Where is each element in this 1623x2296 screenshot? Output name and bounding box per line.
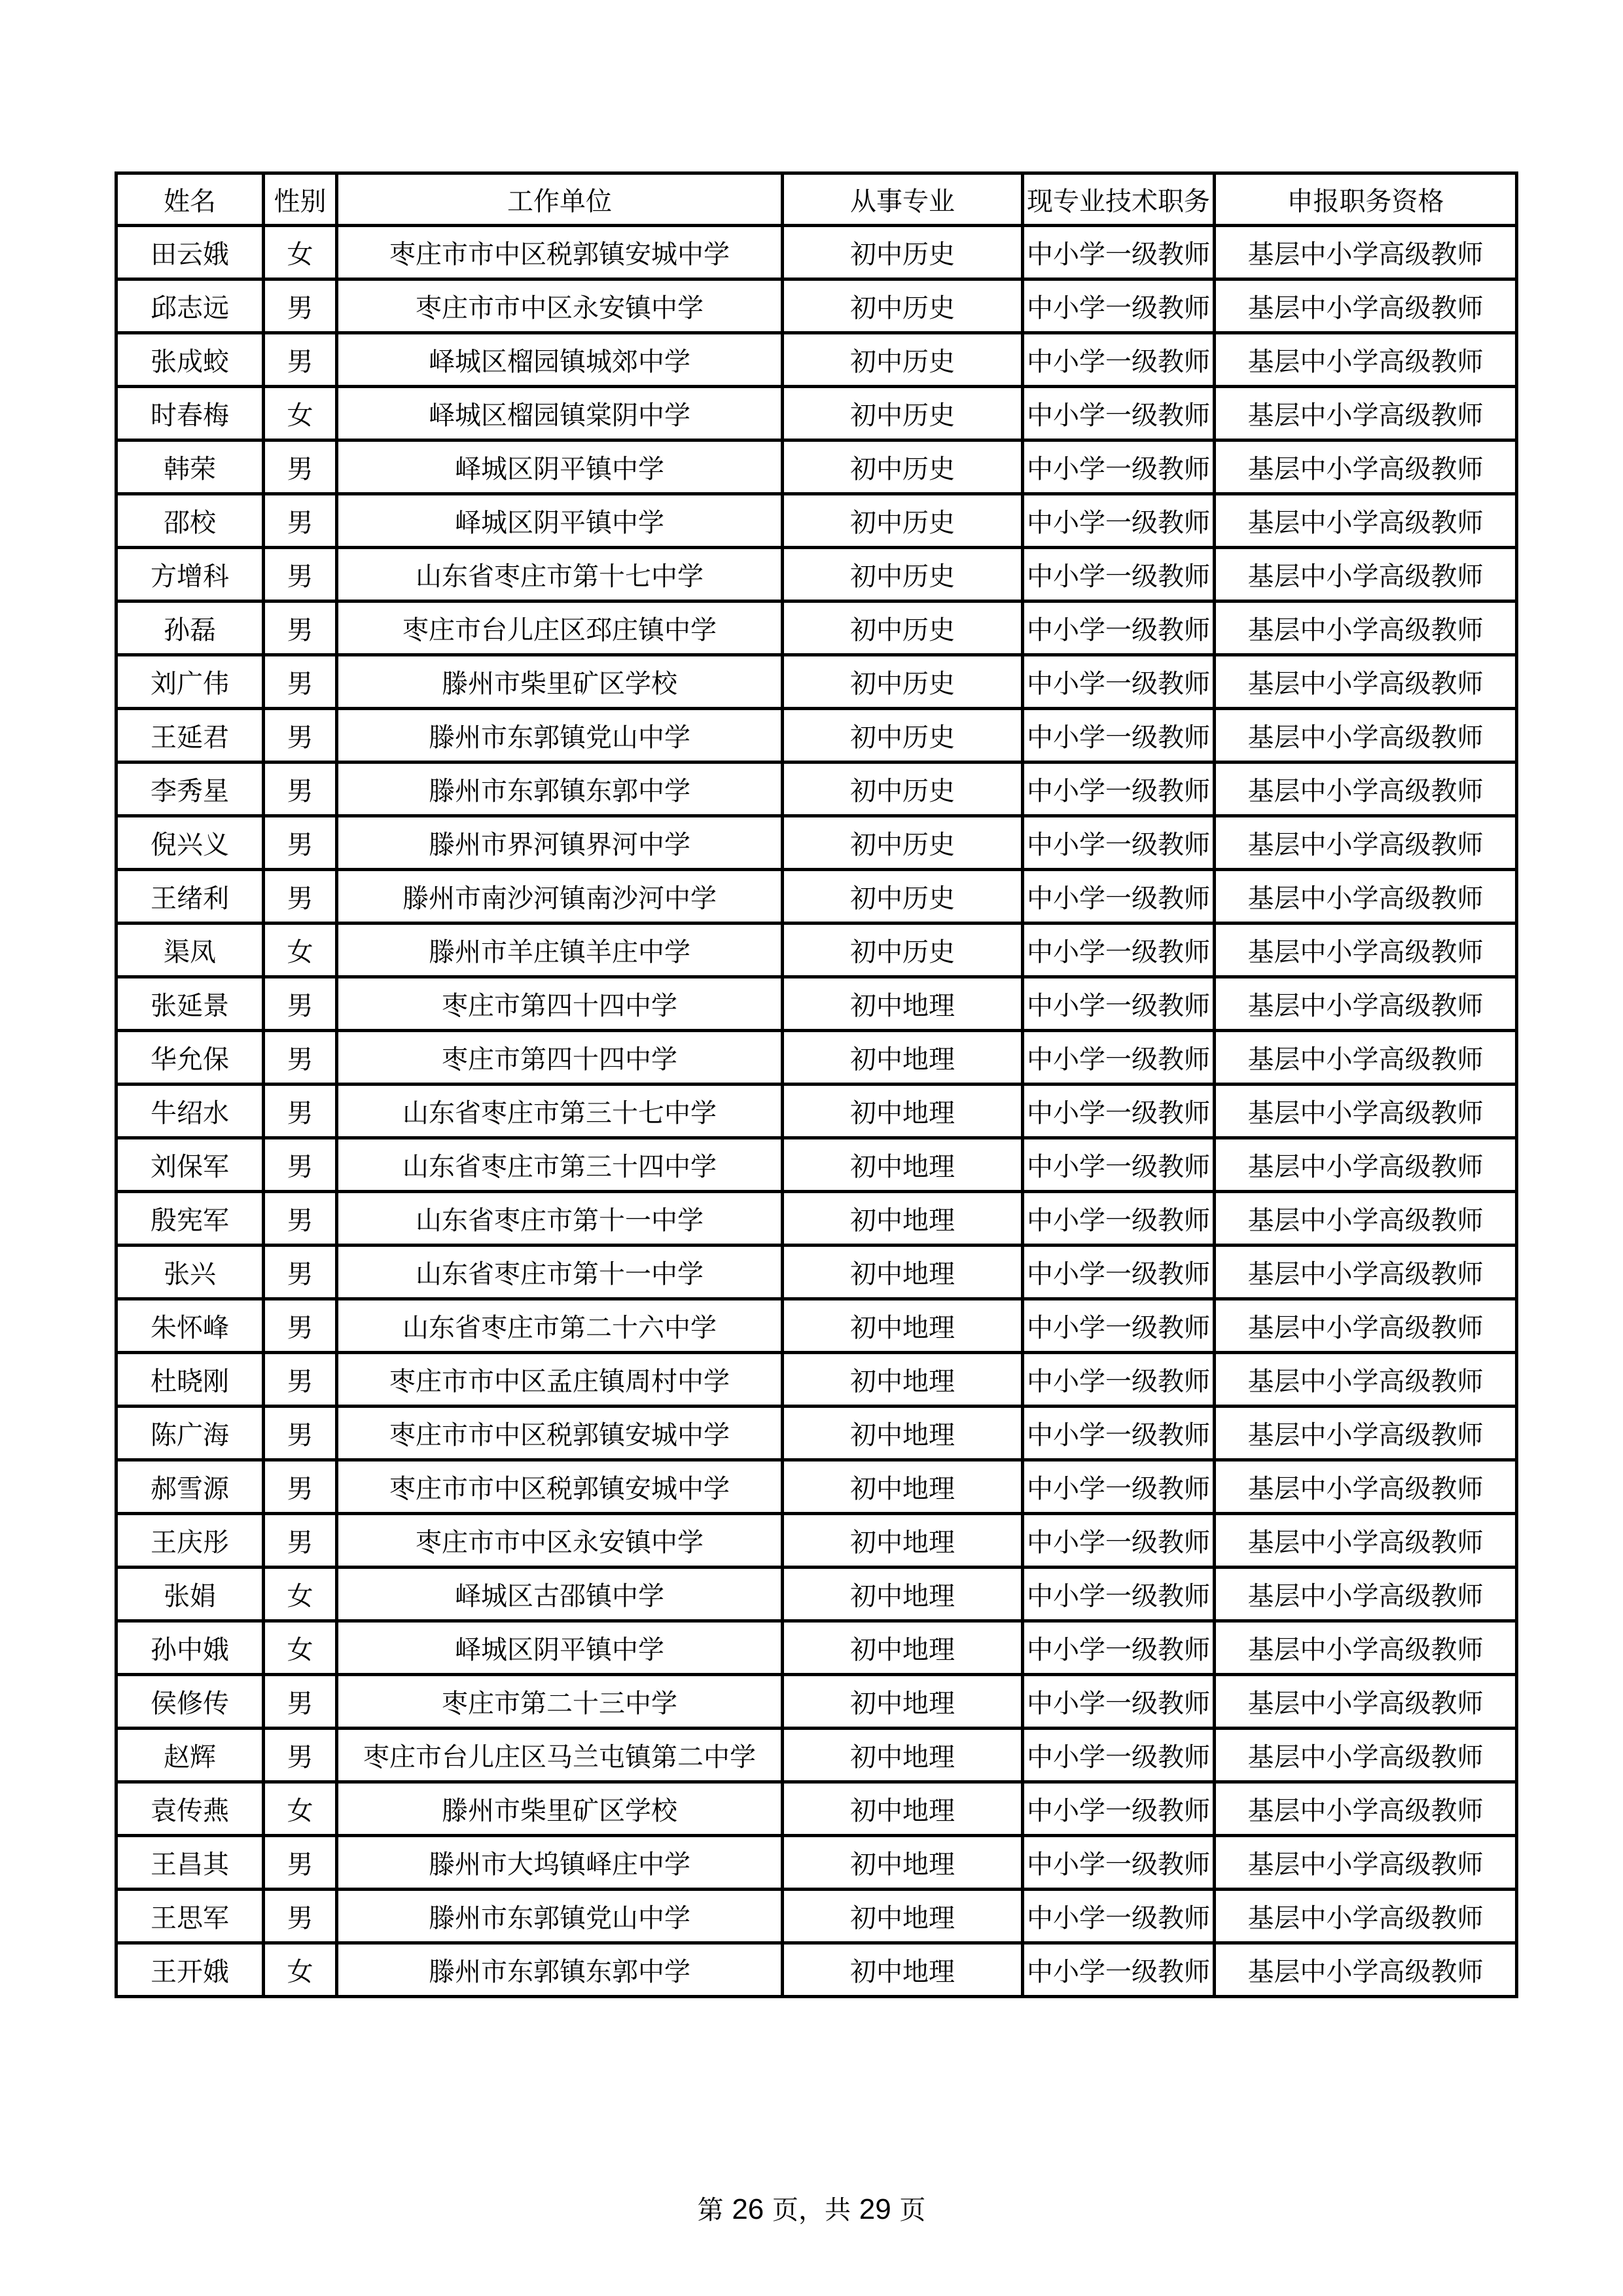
cell-applied-qualification: 基层中小学高级教师 xyxy=(1215,1031,1517,1085)
table-row xyxy=(116,226,1517,279)
cell-gender: 男 xyxy=(264,1836,337,1890)
cell-current-title: 中小学一级教师 xyxy=(1023,762,1215,816)
cell-applied-qualification: 基层中小学高级教师 xyxy=(1215,1675,1517,1729)
cell-gender: 男 xyxy=(264,1138,337,1192)
cell-work-unit: 山东省枣庄市第三十四中学 xyxy=(337,1138,783,1192)
cell-applied-qualification: 基层中小学高级教师 xyxy=(1215,870,1517,924)
applicant-table xyxy=(115,171,1518,1998)
cell-gender: 男 xyxy=(264,601,337,655)
cell-applied-qualification: 基层中小学高级教师 xyxy=(1215,548,1517,601)
table-row xyxy=(116,1085,1517,1138)
cell-applied-qualification: 基层中小学高级教师 xyxy=(1215,1943,1517,1997)
cell-major: 初中历史 xyxy=(783,816,1023,870)
header-name: 姓名 xyxy=(116,173,264,226)
table-row xyxy=(116,1407,1517,1460)
cell-applied-qualification: 基层中小学高级教师 xyxy=(1215,924,1517,977)
current-page-number: 26 xyxy=(732,2193,764,2225)
cell-current-title: 中小学一级教师 xyxy=(1023,816,1215,870)
cell-name: 张延景 xyxy=(116,977,264,1031)
cell-name: 王绪利 xyxy=(116,870,264,924)
cell-applied-qualification: 基层中小学高级教师 xyxy=(1215,1514,1517,1568)
cell-name: 王昌其 xyxy=(116,1836,264,1890)
table-row xyxy=(116,1031,1517,1085)
cell-gender: 男 xyxy=(264,655,337,709)
table-row xyxy=(116,333,1517,387)
cell-applied-qualification: 基层中小学高级教师 xyxy=(1215,1353,1517,1407)
cell-current-title: 中小学一级教师 xyxy=(1023,1299,1215,1353)
cell-name: 张成蛟 xyxy=(116,333,264,387)
cell-applied-qualification: 基层中小学高级教师 xyxy=(1215,1836,1517,1890)
cell-applied-qualification: 基层中小学高级教师 xyxy=(1215,816,1517,870)
cell-current-title: 中小学一级教师 xyxy=(1023,1192,1215,1246)
cell-gender: 男 xyxy=(264,870,337,924)
cell-name: 牛绍水 xyxy=(116,1085,264,1138)
cell-gender: 女 xyxy=(264,1782,337,1836)
cell-applied-qualification: 基层中小学高级教师 xyxy=(1215,601,1517,655)
cell-major: 初中历史 xyxy=(783,709,1023,762)
cell-applied-qualification: 基层中小学高级教师 xyxy=(1215,762,1517,816)
cell-work-unit: 滕州市南沙河镇南沙河中学 xyxy=(337,870,783,924)
cell-applied-qualification: 基层中小学高级教师 xyxy=(1215,1085,1517,1138)
cell-name: 孙磊 xyxy=(116,601,264,655)
cell-gender: 男 xyxy=(264,1407,337,1460)
cell-current-title: 中小学一级教师 xyxy=(1023,333,1215,387)
cell-applied-qualification: 基层中小学高级教师 xyxy=(1215,1729,1517,1782)
cell-major: 初中地理 xyxy=(783,1031,1023,1085)
cell-current-title: 中小学一级教师 xyxy=(1023,1460,1215,1514)
table-row xyxy=(116,1943,1517,1997)
cell-gender: 男 xyxy=(264,1192,337,1246)
cell-current-title: 中小学一级教师 xyxy=(1023,709,1215,762)
cell-work-unit: 枣庄市市中区税郭镇安城中学 xyxy=(337,1460,783,1514)
cell-major: 初中地理 xyxy=(783,1460,1023,1514)
cell-gender: 男 xyxy=(264,1890,337,1943)
cell-current-title: 中小学一级教师 xyxy=(1023,924,1215,977)
cell-gender: 女 xyxy=(264,226,337,279)
cell-major: 初中历史 xyxy=(783,924,1023,977)
cell-current-title: 中小学一级教师 xyxy=(1023,1407,1215,1460)
table-row xyxy=(116,870,1517,924)
cell-work-unit: 山东省枣庄市第三十七中学 xyxy=(337,1085,783,1138)
cell-gender: 男 xyxy=(264,1031,337,1085)
cell-applied-qualification: 基层中小学高级教师 xyxy=(1215,494,1517,548)
cell-applied-qualification: 基层中小学高级教师 xyxy=(1215,226,1517,279)
cell-major: 初中历史 xyxy=(783,279,1023,333)
cell-current-title: 中小学一级教师 xyxy=(1023,870,1215,924)
cell-gender: 男 xyxy=(264,1460,337,1514)
table-row xyxy=(116,1246,1517,1299)
cell-major: 初中历史 xyxy=(783,601,1023,655)
cell-name: 王延君 xyxy=(116,709,264,762)
cell-current-title: 中小学一级教师 xyxy=(1023,1138,1215,1192)
cell-work-unit: 枣庄市市中区孟庄镇周村中学 xyxy=(337,1353,783,1407)
cell-name: 孙中娥 xyxy=(116,1621,264,1675)
cell-name: 刘广伟 xyxy=(116,655,264,709)
cell-gender: 男 xyxy=(264,333,337,387)
table-row xyxy=(116,655,1517,709)
cell-work-unit: 山东省枣庄市第十一中学 xyxy=(337,1246,783,1299)
cell-applied-qualification: 基层中小学高级教师 xyxy=(1215,655,1517,709)
cell-current-title: 中小学一级教师 xyxy=(1023,655,1215,709)
table-row xyxy=(116,494,1517,548)
table-row xyxy=(116,1353,1517,1407)
total-page-number: 29 xyxy=(859,2193,891,2225)
cell-applied-qualification: 基层中小学高级教师 xyxy=(1215,333,1517,387)
cell-applied-qualification: 基层中小学高级教师 xyxy=(1215,1621,1517,1675)
table-row xyxy=(116,709,1517,762)
cell-major: 初中地理 xyxy=(783,977,1023,1031)
cell-name: 王思军 xyxy=(116,1890,264,1943)
cell-name: 侯修传 xyxy=(116,1675,264,1729)
cell-major: 初中地理 xyxy=(783,1514,1023,1568)
cell-work-unit: 枣庄市第二十三中学 xyxy=(337,1675,783,1729)
cell-current-title: 中小学一级教师 xyxy=(1023,387,1215,440)
cell-gender: 男 xyxy=(264,1246,337,1299)
cell-gender: 女 xyxy=(264,924,337,977)
cell-applied-qualification: 基层中小学高级教师 xyxy=(1215,1192,1517,1246)
cell-major: 初中历史 xyxy=(783,655,1023,709)
table-row xyxy=(116,924,1517,977)
cell-work-unit: 滕州市大坞镇峄庄中学 xyxy=(337,1836,783,1890)
cell-name: 倪兴义 xyxy=(116,816,264,870)
header-gender: 性别 xyxy=(264,173,337,226)
cell-gender: 男 xyxy=(264,548,337,601)
cell-work-unit: 峄城区阴平镇中学 xyxy=(337,1621,783,1675)
cell-name: 韩荣 xyxy=(116,440,264,494)
table-row xyxy=(116,1460,1517,1514)
cell-name: 陈广海 xyxy=(116,1407,264,1460)
cell-work-unit: 枣庄市市中区税郭镇安城中学 xyxy=(337,226,783,279)
cell-major: 初中历史 xyxy=(783,226,1023,279)
table-row xyxy=(116,1675,1517,1729)
cell-work-unit: 滕州市东郭镇东郭中学 xyxy=(337,1943,783,1997)
cell-major: 初中地理 xyxy=(783,1782,1023,1836)
cell-applied-qualification: 基层中小学高级教师 xyxy=(1215,977,1517,1031)
cell-work-unit: 山东省枣庄市第二十六中学 xyxy=(337,1299,783,1353)
cell-gender: 女 xyxy=(264,1621,337,1675)
cell-applied-qualification: 基层中小学高级教师 xyxy=(1215,1460,1517,1514)
cell-gender: 男 xyxy=(264,494,337,548)
cell-work-unit: 枣庄市台儿庄区邳庄镇中学 xyxy=(337,601,783,655)
table-row xyxy=(116,1729,1517,1782)
header-major: 从事专业 xyxy=(783,173,1023,226)
cell-applied-qualification: 基层中小学高级教师 xyxy=(1215,387,1517,440)
table-row xyxy=(116,762,1517,816)
cell-applied-qualification: 基层中小学高级教师 xyxy=(1215,1568,1517,1621)
cell-name: 渠凤 xyxy=(116,924,264,977)
cell-applied-qualification: 基层中小学高级教师 xyxy=(1215,1299,1517,1353)
cell-major: 初中历史 xyxy=(783,387,1023,440)
cell-gender: 男 xyxy=(264,1299,337,1353)
table-header-row xyxy=(116,173,1517,226)
cell-name: 王开娥 xyxy=(116,1943,264,1997)
cell-current-title: 中小学一级教师 xyxy=(1023,548,1215,601)
cell-major: 初中地理 xyxy=(783,1085,1023,1138)
table-row xyxy=(116,548,1517,601)
cell-name: 方增科 xyxy=(116,548,264,601)
cell-major: 初中历史 xyxy=(783,548,1023,601)
cell-name: 邵校 xyxy=(116,494,264,548)
cell-current-title: 中小学一级教师 xyxy=(1023,1729,1215,1782)
table-row xyxy=(116,816,1517,870)
cell-current-title: 中小学一级教师 xyxy=(1023,977,1215,1031)
cell-work-unit: 滕州市柴里矿区学校 xyxy=(337,1782,783,1836)
table-body xyxy=(116,226,1517,1997)
cell-current-title: 中小学一级教师 xyxy=(1023,1890,1215,1943)
table-row xyxy=(116,1836,1517,1890)
table-row xyxy=(116,1299,1517,1353)
table-row xyxy=(116,601,1517,655)
cell-major: 初中地理 xyxy=(783,1675,1023,1729)
cell-name: 邱志远 xyxy=(116,279,264,333)
cell-gender: 男 xyxy=(264,977,337,1031)
cell-current-title: 中小学一级教师 xyxy=(1023,1353,1215,1407)
table-row xyxy=(116,387,1517,440)
cell-work-unit: 峄城区阴平镇中学 xyxy=(337,494,783,548)
cell-name: 华允保 xyxy=(116,1031,264,1085)
cell-work-unit: 滕州市羊庄镇羊庄中学 xyxy=(337,924,783,977)
page-number-footer xyxy=(0,2189,1623,2227)
cell-major: 初中地理 xyxy=(783,1890,1023,1943)
cell-major: 初中地理 xyxy=(783,1407,1023,1460)
cell-work-unit: 峄城区阴平镇中学 xyxy=(337,440,783,494)
cell-work-unit: 滕州市东郭镇党山中学 xyxy=(337,1890,783,1943)
cell-name: 田云娥 xyxy=(116,226,264,279)
footer-prefix: 第 xyxy=(697,2195,724,2225)
cell-current-title: 中小学一级教师 xyxy=(1023,1782,1215,1836)
cell-gender: 男 xyxy=(264,440,337,494)
cell-current-title: 中小学一级教师 xyxy=(1023,226,1215,279)
header-work-unit: 工作单位 xyxy=(337,173,783,226)
cell-work-unit: 山东省枣庄市第十七中学 xyxy=(337,548,783,601)
cell-name: 李秀星 xyxy=(116,762,264,816)
cell-name: 刘保军 xyxy=(116,1138,264,1192)
footer-mid: 页，共 xyxy=(772,2195,851,2225)
table-row xyxy=(116,279,1517,333)
cell-work-unit: 枣庄市第四十四中学 xyxy=(337,977,783,1031)
cell-applied-qualification: 基层中小学高级教师 xyxy=(1215,1782,1517,1836)
cell-work-unit: 枣庄市市中区税郭镇安城中学 xyxy=(337,1407,783,1460)
cell-major: 初中地理 xyxy=(783,1621,1023,1675)
cell-work-unit: 山东省枣庄市第十一中学 xyxy=(337,1192,783,1246)
cell-work-unit: 滕州市界河镇界河中学 xyxy=(337,816,783,870)
cell-gender: 男 xyxy=(264,1729,337,1782)
cell-work-unit: 峄城区古邵镇中学 xyxy=(337,1568,783,1621)
cell-gender: 男 xyxy=(264,816,337,870)
cell-major: 初中地理 xyxy=(783,1353,1023,1407)
table-row xyxy=(116,1138,1517,1192)
table-row xyxy=(116,440,1517,494)
header-applied-qualification: 申报职务资格 xyxy=(1215,173,1517,226)
cell-major: 初中历史 xyxy=(783,440,1023,494)
cell-current-title: 中小学一级教师 xyxy=(1023,1514,1215,1568)
cell-major: 初中地理 xyxy=(783,1192,1023,1246)
cell-work-unit: 枣庄市第四十四中学 xyxy=(337,1031,783,1085)
cell-applied-qualification: 基层中小学高级教师 xyxy=(1215,1890,1517,1943)
cell-applied-qualification: 基层中小学高级教师 xyxy=(1215,1246,1517,1299)
cell-major: 初中地理 xyxy=(783,1729,1023,1782)
cell-gender: 女 xyxy=(264,387,337,440)
cell-current-title: 中小学一级教师 xyxy=(1023,440,1215,494)
cell-current-title: 中小学一级教师 xyxy=(1023,601,1215,655)
cell-gender: 男 xyxy=(264,762,337,816)
cell-current-title: 中小学一级教师 xyxy=(1023,1675,1215,1729)
cell-current-title: 中小学一级教师 xyxy=(1023,494,1215,548)
table-row xyxy=(116,1890,1517,1943)
cell-work-unit: 滕州市柴里矿区学校 xyxy=(337,655,783,709)
cell-major: 初中地理 xyxy=(783,1568,1023,1621)
cell-name: 杜晓刚 xyxy=(116,1353,264,1407)
cell-applied-qualification: 基层中小学高级教师 xyxy=(1215,279,1517,333)
cell-work-unit: 峄城区榴园镇城郊中学 xyxy=(337,333,783,387)
cell-name: 赵辉 xyxy=(116,1729,264,1782)
table-row xyxy=(116,1621,1517,1675)
cell-name: 朱怀峰 xyxy=(116,1299,264,1353)
cell-work-unit: 枣庄市市中区永安镇中学 xyxy=(337,1514,783,1568)
cell-work-unit: 枣庄市市中区永安镇中学 xyxy=(337,279,783,333)
cell-gender: 男 xyxy=(264,709,337,762)
cell-name: 殷宪军 xyxy=(116,1192,264,1246)
cell-current-title: 中小学一级教师 xyxy=(1023,1246,1215,1299)
cell-major: 初中地理 xyxy=(783,1299,1023,1353)
cell-name: 张娟 xyxy=(116,1568,264,1621)
cell-name: 袁传燕 xyxy=(116,1782,264,1836)
cell-major: 初中地理 xyxy=(783,1246,1023,1299)
table-row xyxy=(116,1514,1517,1568)
cell-major: 初中地理 xyxy=(783,1943,1023,1997)
cell-major: 初中地理 xyxy=(783,1138,1023,1192)
table-row xyxy=(116,977,1517,1031)
table-row xyxy=(116,1192,1517,1246)
cell-gender: 男 xyxy=(264,1353,337,1407)
cell-gender: 女 xyxy=(264,1568,337,1621)
cell-current-title: 中小学一级教师 xyxy=(1023,1568,1215,1621)
cell-name: 时春梅 xyxy=(116,387,264,440)
cell-gender: 女 xyxy=(264,1943,337,1997)
cell-gender: 男 xyxy=(264,1085,337,1138)
cell-applied-qualification: 基层中小学高级教师 xyxy=(1215,440,1517,494)
cell-work-unit: 滕州市东郭镇东郭中学 xyxy=(337,762,783,816)
cell-gender: 男 xyxy=(264,1675,337,1729)
cell-work-unit: 峄城区榴园镇棠阴中学 xyxy=(337,387,783,440)
cell-applied-qualification: 基层中小学高级教师 xyxy=(1215,1407,1517,1460)
cell-name: 张兴 xyxy=(116,1246,264,1299)
cell-major: 初中历史 xyxy=(783,494,1023,548)
cell-current-title: 中小学一级教师 xyxy=(1023,1836,1215,1890)
cell-current-title: 中小学一级教师 xyxy=(1023,279,1215,333)
cell-major: 初中历史 xyxy=(783,870,1023,924)
cell-major: 初中地理 xyxy=(783,1836,1023,1890)
cell-current-title: 中小学一级教师 xyxy=(1023,1943,1215,1997)
table-row xyxy=(116,1568,1517,1621)
table-row xyxy=(116,1782,1517,1836)
cell-current-title: 中小学一级教师 xyxy=(1023,1085,1215,1138)
cell-current-title: 中小学一级教师 xyxy=(1023,1031,1215,1085)
cell-name: 王庆彤 xyxy=(116,1514,264,1568)
cell-gender: 男 xyxy=(264,279,337,333)
header-current-title: 现专业技术职务 xyxy=(1023,173,1215,226)
cell-applied-qualification: 基层中小学高级教师 xyxy=(1215,1138,1517,1192)
cell-work-unit: 滕州市东郭镇党山中学 xyxy=(337,709,783,762)
cell-major: 初中历史 xyxy=(783,762,1023,816)
cell-name: 郝雪源 xyxy=(116,1460,264,1514)
cell-current-title: 中小学一级教师 xyxy=(1023,1621,1215,1675)
cell-applied-qualification: 基层中小学高级教师 xyxy=(1215,709,1517,762)
cell-major: 初中历史 xyxy=(783,333,1023,387)
footer-suffix: 页 xyxy=(899,2195,926,2225)
cell-work-unit: 枣庄市台儿庄区马兰屯镇第二中学 xyxy=(337,1729,783,1782)
cell-gender: 男 xyxy=(264,1514,337,1568)
